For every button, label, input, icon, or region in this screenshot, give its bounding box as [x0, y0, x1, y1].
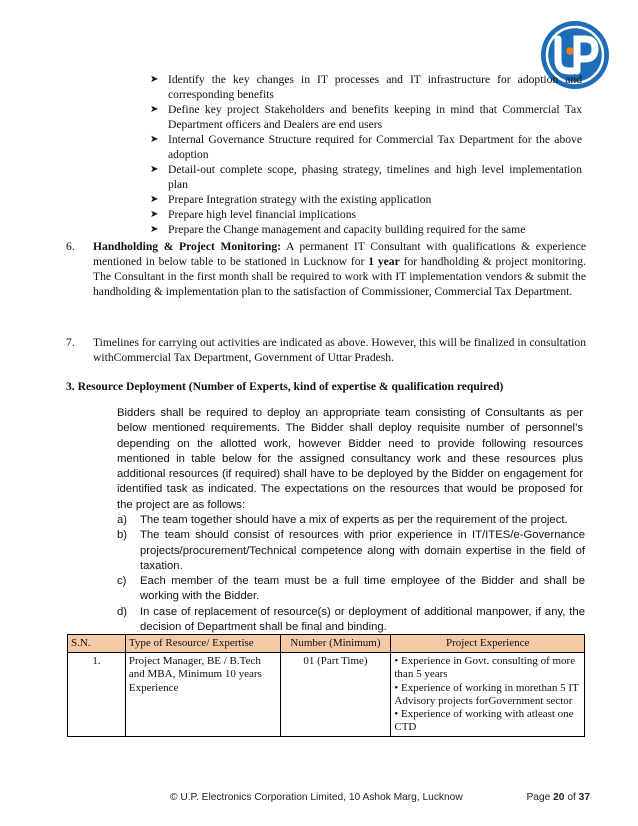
item-number: 7. [66, 336, 75, 349]
list-item: c) Each member of the team must be a full time employee of the Bidder and shall be working with the Bidder. [117, 575, 585, 603]
resource-table [67, 634, 585, 737]
stakeholder-bullet-list [150, 72, 582, 237]
list-item: a) The team together should have a mix of experts as per the requirement of the project. [117, 514, 568, 526]
arrow-bullet-icon: ➤ [150, 74, 159, 85]
cell-type: Project Manager, BE / B.Tech and MBA, Minimum 10 years Experience [125, 653, 280, 737]
bullet-item: ➤ Detail-out complete scope, phasing strategy, timelines and high level implementation plan [150, 163, 582, 191]
arrow-bullet-icon: ➤ [150, 164, 159, 175]
bullet-item: ➤ Prepare high level financial implications [150, 208, 357, 221]
svg-text:UP: UP [575, 90, 577, 91]
list-item: d) In case of replacement of resource(s) or deployment of additional manpower, if any, the decision of Department shall be final and binding. [117, 605, 585, 634]
header-sn: S.N. [68, 635, 126, 653]
bullet-item: ➤ Internal Governance Structure required for Commercial Tax Department for the above adoption [150, 133, 582, 161]
header-experience: Project Experience [391, 635, 585, 653]
bullet-item: ➤ Identify the key changes in IT processes and IT infrastructure for adoption and corresponding benefits [150, 73, 582, 101]
page-footer [170, 790, 590, 805]
resource-paragraph: Bidders shall be required to deploy an appropriate team consisting of Consultants as per below mentioned requirements. The Bidder shall deploy requisite number of personnel’s depending on the allotted work, however Bidder need to provide following resources mentioned in table below for the assigned consultancy work and these resources plus additional resources (if required) shall have to be deployed by the Bidder on engagement for identified task as indicated. The expectations on the resources that would be proposed for the project are as follows: [117, 407, 583, 511]
header-number: Number (Minimum) [280, 635, 391, 653]
section-title: 3. Resource Deployment (Number of Experts, kind of expertise & qualification required) [66, 380, 504, 393]
item-handholding [66, 239, 586, 299]
item-number: 6. [66, 240, 75, 253]
table-row [68, 653, 585, 737]
expectation-list [117, 513, 585, 635]
header-type: Type of Resource/ Expertise [125, 635, 280, 653]
item-timelines [66, 335, 586, 365]
page-number: Page 20 of 37 [526, 792, 590, 803]
cell-sn: 1. [68, 653, 126, 737]
item-text: Handholding & Project Monitoring: A permanent IT Consultant with qualifications & experience mentioned in below table to be stationed in Lucknow for 1 year for handholding & project monitoring. The Consultant in the first month shall be required to work with IT implementation vendors & submit the handholding & implementation plan to the satisfaction of Commissioner, Commercial Tax Department. [93, 240, 586, 298]
arrow-bullet-icon: ➤ [150, 209, 159, 220]
arrow-bullet-icon: ➤ [150, 194, 159, 205]
table-header-row [68, 635, 585, 653]
arrow-bullet-icon: ➤ [150, 224, 159, 235]
bullet-item: ➤ Prepare Integration strategy with the existing application [150, 193, 432, 206]
cell-experience: • Experience in Govt. consulting of more than 5 years • Experience of working in morethan 5 IT Advisory projects forGovernment sector • Experience of working with atleast one CTD [391, 653, 585, 737]
arrow-bullet-icon: ➤ [150, 104, 159, 115]
bullet-item: ➤ Prepare the Change management and capacity building required for the same [150, 223, 526, 236]
arrow-bullet-icon: ➤ [150, 134, 159, 145]
bullet-item: ➤ Define key project Stakeholders and benefits keeping in mind that Commercial Tax Department officers and Dealers are end users [150, 103, 582, 131]
list-item: b) The team should consist of resources with prior experience in IT/ITES/e-Governance projects/procurement/Technical competence along with domain expertise in the field of taxation. [117, 529, 585, 572]
cell-number: 01 (Part Time) [280, 653, 391, 737]
footer-text: © U.P. Electronics Corporation Limited, 10 Ashok Marg, Lucknow [170, 792, 463, 803]
item-text: Timelines for carrying out activities are indicated as above. However, this will be finalized in consultation withCommercial Tax Department, Government of Uttar Pradesh. [93, 336, 586, 364]
